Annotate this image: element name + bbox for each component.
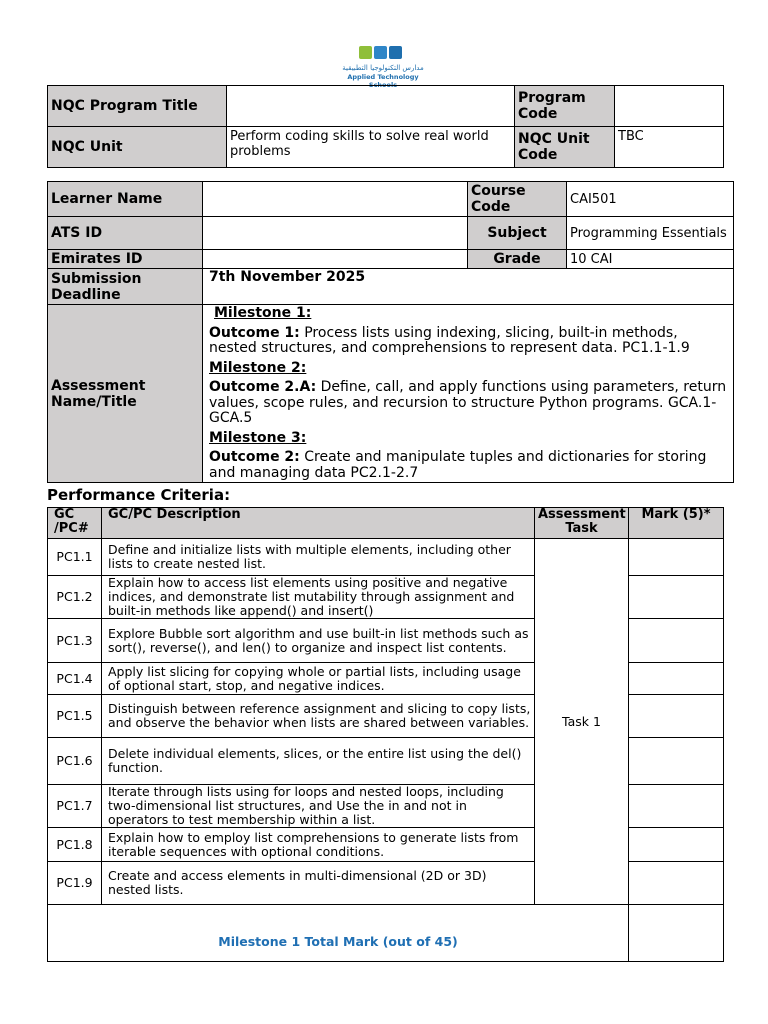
- nqc-unit-label: NQC Unit: [48, 127, 227, 168]
- milestone-1-outcome: Outcome 1: Process lists using indexing, slicing, built-in methods, nested structures, and comprehensions to represent data. PC1.1-1.9: [209, 324, 690, 356]
- grade-label: Grade: [468, 250, 567, 269]
- pc-description: Explore Bubble sort algorithm and use built-in list methods such as sort(), reverse(), and len() to organize and inspect list contents.: [102, 619, 535, 663]
- submission-deadline-value: 7th November 2025: [203, 269, 734, 305]
- subject-label: Subject: [468, 217, 567, 250]
- milestone-3-outcome: Outcome 2: Create and manipulate tuples and dictionaries for storing and managing data PC2.1-2.7: [209, 449, 707, 481]
- col-mark-header: Mark (5)*: [629, 508, 724, 539]
- program-table: [47, 85, 724, 168]
- pc-description: Distinguish between reference assignment and slicing to copy lists, and observe the behavior when lists are shared between variables.: [102, 695, 535, 738]
- pc-mark[interactable]: [629, 828, 724, 862]
- performance-table: [47, 507, 724, 962]
- pc-mark[interactable]: [629, 663, 724, 695]
- milestone-1-total-label: Milestone 1 Total Mark (out of 45): [48, 905, 629, 962]
- pc-description: Apply list slicing for copying whole or partial lists, including usage of optional start, stop, and negative indices.: [102, 663, 535, 695]
- ats-id-value: [203, 217, 468, 250]
- logo-block-t: [374, 46, 387, 59]
- ats-id-label: ATS ID: [48, 217, 203, 250]
- assessment-task-cell: Task 1: [535, 539, 629, 905]
- milestone-2-heading: Milestone 2:: [209, 359, 307, 376]
- col-desc-header: GC/PC Description: [102, 508, 535, 539]
- performance-criteria-heading: Performance Criteria:: [47, 486, 231, 504]
- learner-name-label: Learner Name: [48, 182, 203, 217]
- pc-mark[interactable]: [629, 785, 724, 828]
- pc-code: PC1.3: [48, 619, 102, 663]
- logo-block-a: [359, 46, 372, 59]
- emirates-id-label: Emirates ID: [48, 250, 203, 269]
- logo-blocks: [359, 45, 409, 61]
- logo-arabic-name: مدارس التكنولوجيا التطبيقية: [342, 64, 424, 72]
- pc-code: PC1.2: [48, 576, 102, 619]
- logo-block-s: [389, 46, 402, 59]
- pc-code: PC1.6: [48, 738, 102, 785]
- program-code-value: [615, 86, 724, 127]
- pc-mark[interactable]: [629, 576, 724, 619]
- logo-english-name: Applied Technology Schools: [347, 73, 419, 89]
- pc-code: PC1.9: [48, 862, 102, 905]
- nqc-unit-value: Perform coding skills to solve real world problems: [227, 127, 515, 168]
- subject-value: Programming Essentials: [567, 217, 734, 250]
- program-title-value: [227, 86, 515, 127]
- program-code-label: Program Code: [515, 86, 615, 127]
- pc-code: PC1.5: [48, 695, 102, 738]
- milestone-2-outcome: Outcome 2.A: Define, call, and apply functions using parameters, return values, scope rules, and recursion to structure Python programs. GCA.1-GCA.5: [209, 379, 727, 426]
- col-task-header: Assessment Task: [535, 508, 629, 539]
- pc-code: PC1.7: [48, 785, 102, 828]
- milestone-3-heading: Milestone 3:: [209, 429, 307, 446]
- submission-deadline-label: Submission Deadline: [48, 269, 203, 305]
- course-code-value: CAI501: [567, 182, 734, 217]
- pc-mark[interactable]: [629, 738, 724, 785]
- pc-mark[interactable]: [629, 862, 724, 905]
- pc-code: PC1.4: [48, 663, 102, 695]
- assessment-title-label: Assessment Name/Title: [48, 305, 203, 483]
- program-title-label: NQC Program Title: [48, 86, 227, 127]
- nqc-unit-code-value: TBC: [615, 127, 724, 168]
- ats-logo: [333, 45, 433, 89]
- pc-description: Delete individual elements, slices, or the entire list using the del() function.: [102, 738, 535, 785]
- pc-description: Explain how to access list elements using positive and negative indices, and demonstrate list mutability through assignment and built-in methods like append() and insert(): [102, 576, 535, 619]
- pc-description: Define and initialize lists with multiple elements, including other lists to create nested list.: [102, 539, 535, 576]
- nqc-unit-code-label: NQC Unit Code: [515, 127, 615, 168]
- assessment-milestones: [203, 305, 734, 483]
- emirates-id-value: [203, 250, 468, 269]
- pc-description: Iterate through lists using for loops and nested loops, including two-dimensional list structures, and Use the in and not in operators to test membership within a list.: [102, 785, 535, 828]
- course-code-label: Course Code: [468, 182, 567, 217]
- pc-mark[interactable]: [629, 619, 724, 663]
- pc-mark[interactable]: [629, 539, 724, 576]
- learner-table: [47, 181, 734, 483]
- col-gc-header: GC /PC#: [48, 508, 102, 539]
- learner-name-value: [203, 182, 468, 217]
- milestone-1-heading: Milestone 1:: [214, 305, 312, 321]
- pc-description: Create and access elements in multi-dimensional (2D or 3D) nested lists.: [102, 862, 535, 905]
- grade-value: 10 CAI: [567, 250, 734, 269]
- pc-description: Explain how to employ list comprehensions to generate lists from iterable sequences with optional conditions.: [102, 828, 535, 862]
- pc-code: PC1.8: [48, 828, 102, 862]
- pc-code: PC1.1: [48, 539, 102, 576]
- milestone-1-total-value[interactable]: [629, 905, 724, 962]
- pc-mark[interactable]: [629, 695, 724, 738]
